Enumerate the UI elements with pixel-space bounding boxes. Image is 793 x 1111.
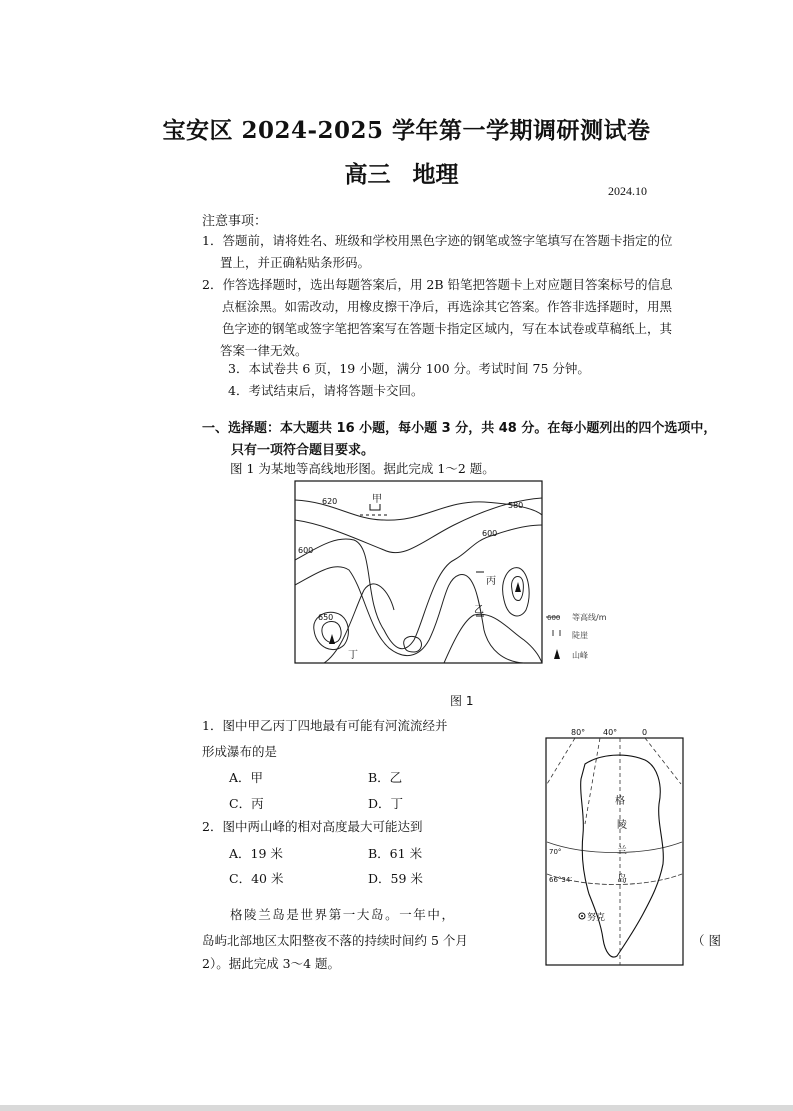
place-label-bing: 丙 (486, 576, 496, 587)
notice-line: 答案一律无效。 (220, 343, 308, 358)
question-2-option-a[interactable]: A．19 米 (229, 846, 283, 861)
longitude-labels (571, 728, 647, 737)
cliff-icon (553, 630, 560, 636)
island-label-char: 陵 (617, 820, 627, 831)
figure1-caption: 图 1 (450, 694, 474, 708)
question-1-option-d[interactable]: D．丁 (368, 796, 404, 811)
latitude-label: 66°34′ (549, 876, 572, 884)
place-label-ding: 丁 (348, 650, 358, 661)
section-heading-cont: 只有一项符合题目要求。 (231, 443, 375, 458)
figure1-contour-map (294, 480, 614, 666)
island-label-char: 兰 (617, 846, 627, 857)
exam-date: 2024.10 (608, 184, 647, 198)
passage-line: 格陵兰岛是世界第一大岛。一年中， (230, 907, 456, 922)
section-heading: 一、选择题：本大题共 16 小题，每小题 3 分，共 48 分。在每小题列出的四个选项中， (202, 421, 717, 436)
notice-line: 色字迹的钢笔或签字笔把答案写在答题卡指定区域内，写在本试卷或草稿纸上，其 (222, 321, 673, 336)
question-1-stem: 1．图中甲乙丙丁四地最有可能有河流流经并 (202, 718, 448, 733)
notice-line: 3．本试卷共 6 页，19 小题，满分 100 分。考试时间 75 分钟。 (228, 361, 590, 376)
longitude-label: 40° (603, 728, 618, 737)
subject-label: 地理 (412, 161, 459, 188)
notice-line: 1．答题前，请将姓名、班级和学校用黑色字迹的钢笔或签字笔填写在答题卡指定的位 (202, 233, 673, 248)
figure2-greenland-map (545, 724, 685, 966)
place-label-jia: 甲 (372, 494, 382, 505)
city-label: 努克 (587, 913, 606, 923)
peak-icon (554, 649, 560, 659)
island-label-char: 岛 (617, 874, 627, 885)
exam-subtitle (0, 156, 793, 189)
notice-line: 点框涂黑。如需改动，用橡皮擦干净后，再选涂其它答案。作答非选择题时，用黑 (222, 299, 673, 314)
passage-line-tail: （ 图 (692, 933, 721, 948)
figure1-intro: 图 1 为某地等高线地形图。据此完成 1～2 题。 (230, 461, 495, 476)
longitude-label: 80° (571, 728, 586, 737)
question-2-option-c[interactable]: C．40 米 (229, 871, 284, 886)
place-label-yi: 乙 (474, 605, 484, 616)
longitude-label: 0 (642, 728, 648, 737)
question-1-option-a[interactable]: A．甲 (229, 770, 264, 785)
contour-label: 600 (482, 529, 498, 538)
grade-label: 高三 (344, 161, 391, 188)
question-2-option-b[interactable]: B．61 米 (368, 846, 423, 861)
legend-cliff-label: 陡崖 (572, 631, 588, 640)
passage-line: 2）。据此完成 3～4 题。 (202, 956, 341, 971)
exam-title: 宝安区 2024-2025 学年第一学期调研测试卷 (162, 117, 651, 144)
page-bottom-bar (0, 1105, 793, 1111)
question-1-option-c[interactable]: C．丙 (229, 796, 264, 811)
island-label-char: 格 (615, 796, 625, 807)
contour-label: 620 (322, 497, 338, 506)
notice-line: 置上，并正确粘贴条形码。 (220, 255, 371, 270)
legend-contour-sample: 600 (547, 614, 561, 622)
question-2-stem: 2．图中两山峰的相对高度最大可能达到 (202, 819, 423, 834)
contour-label: 580 (508, 501, 524, 510)
question-1-stem-cont: 形成瀑布的是 (202, 744, 278, 759)
contour-label: 650 (318, 613, 334, 622)
figure1-legend (546, 612, 607, 660)
legend-peak-label: 山峰 (572, 651, 588, 660)
legend-contour-label: 等高线/m (572, 613, 607, 622)
contour-label: 600 (298, 546, 314, 555)
notice-line: 2．作答选择题时，选出每题答案后，用 2B 铅笔把答题卡上对应题目答案标号的信息 (202, 277, 673, 292)
passage-line: 岛屿北部地区太阳整夜不落的持续时间约 5 个月 (202, 933, 468, 948)
notice-line: 4．考试结束后，请将答题卡交回。 (228, 383, 424, 398)
question-2-option-d[interactable]: D．59 米 (368, 871, 423, 886)
latitude-label: 70° (549, 848, 562, 856)
notice-heading: 注意事项： (202, 214, 268, 229)
question-1-option-b[interactable]: B．乙 (368, 770, 403, 785)
